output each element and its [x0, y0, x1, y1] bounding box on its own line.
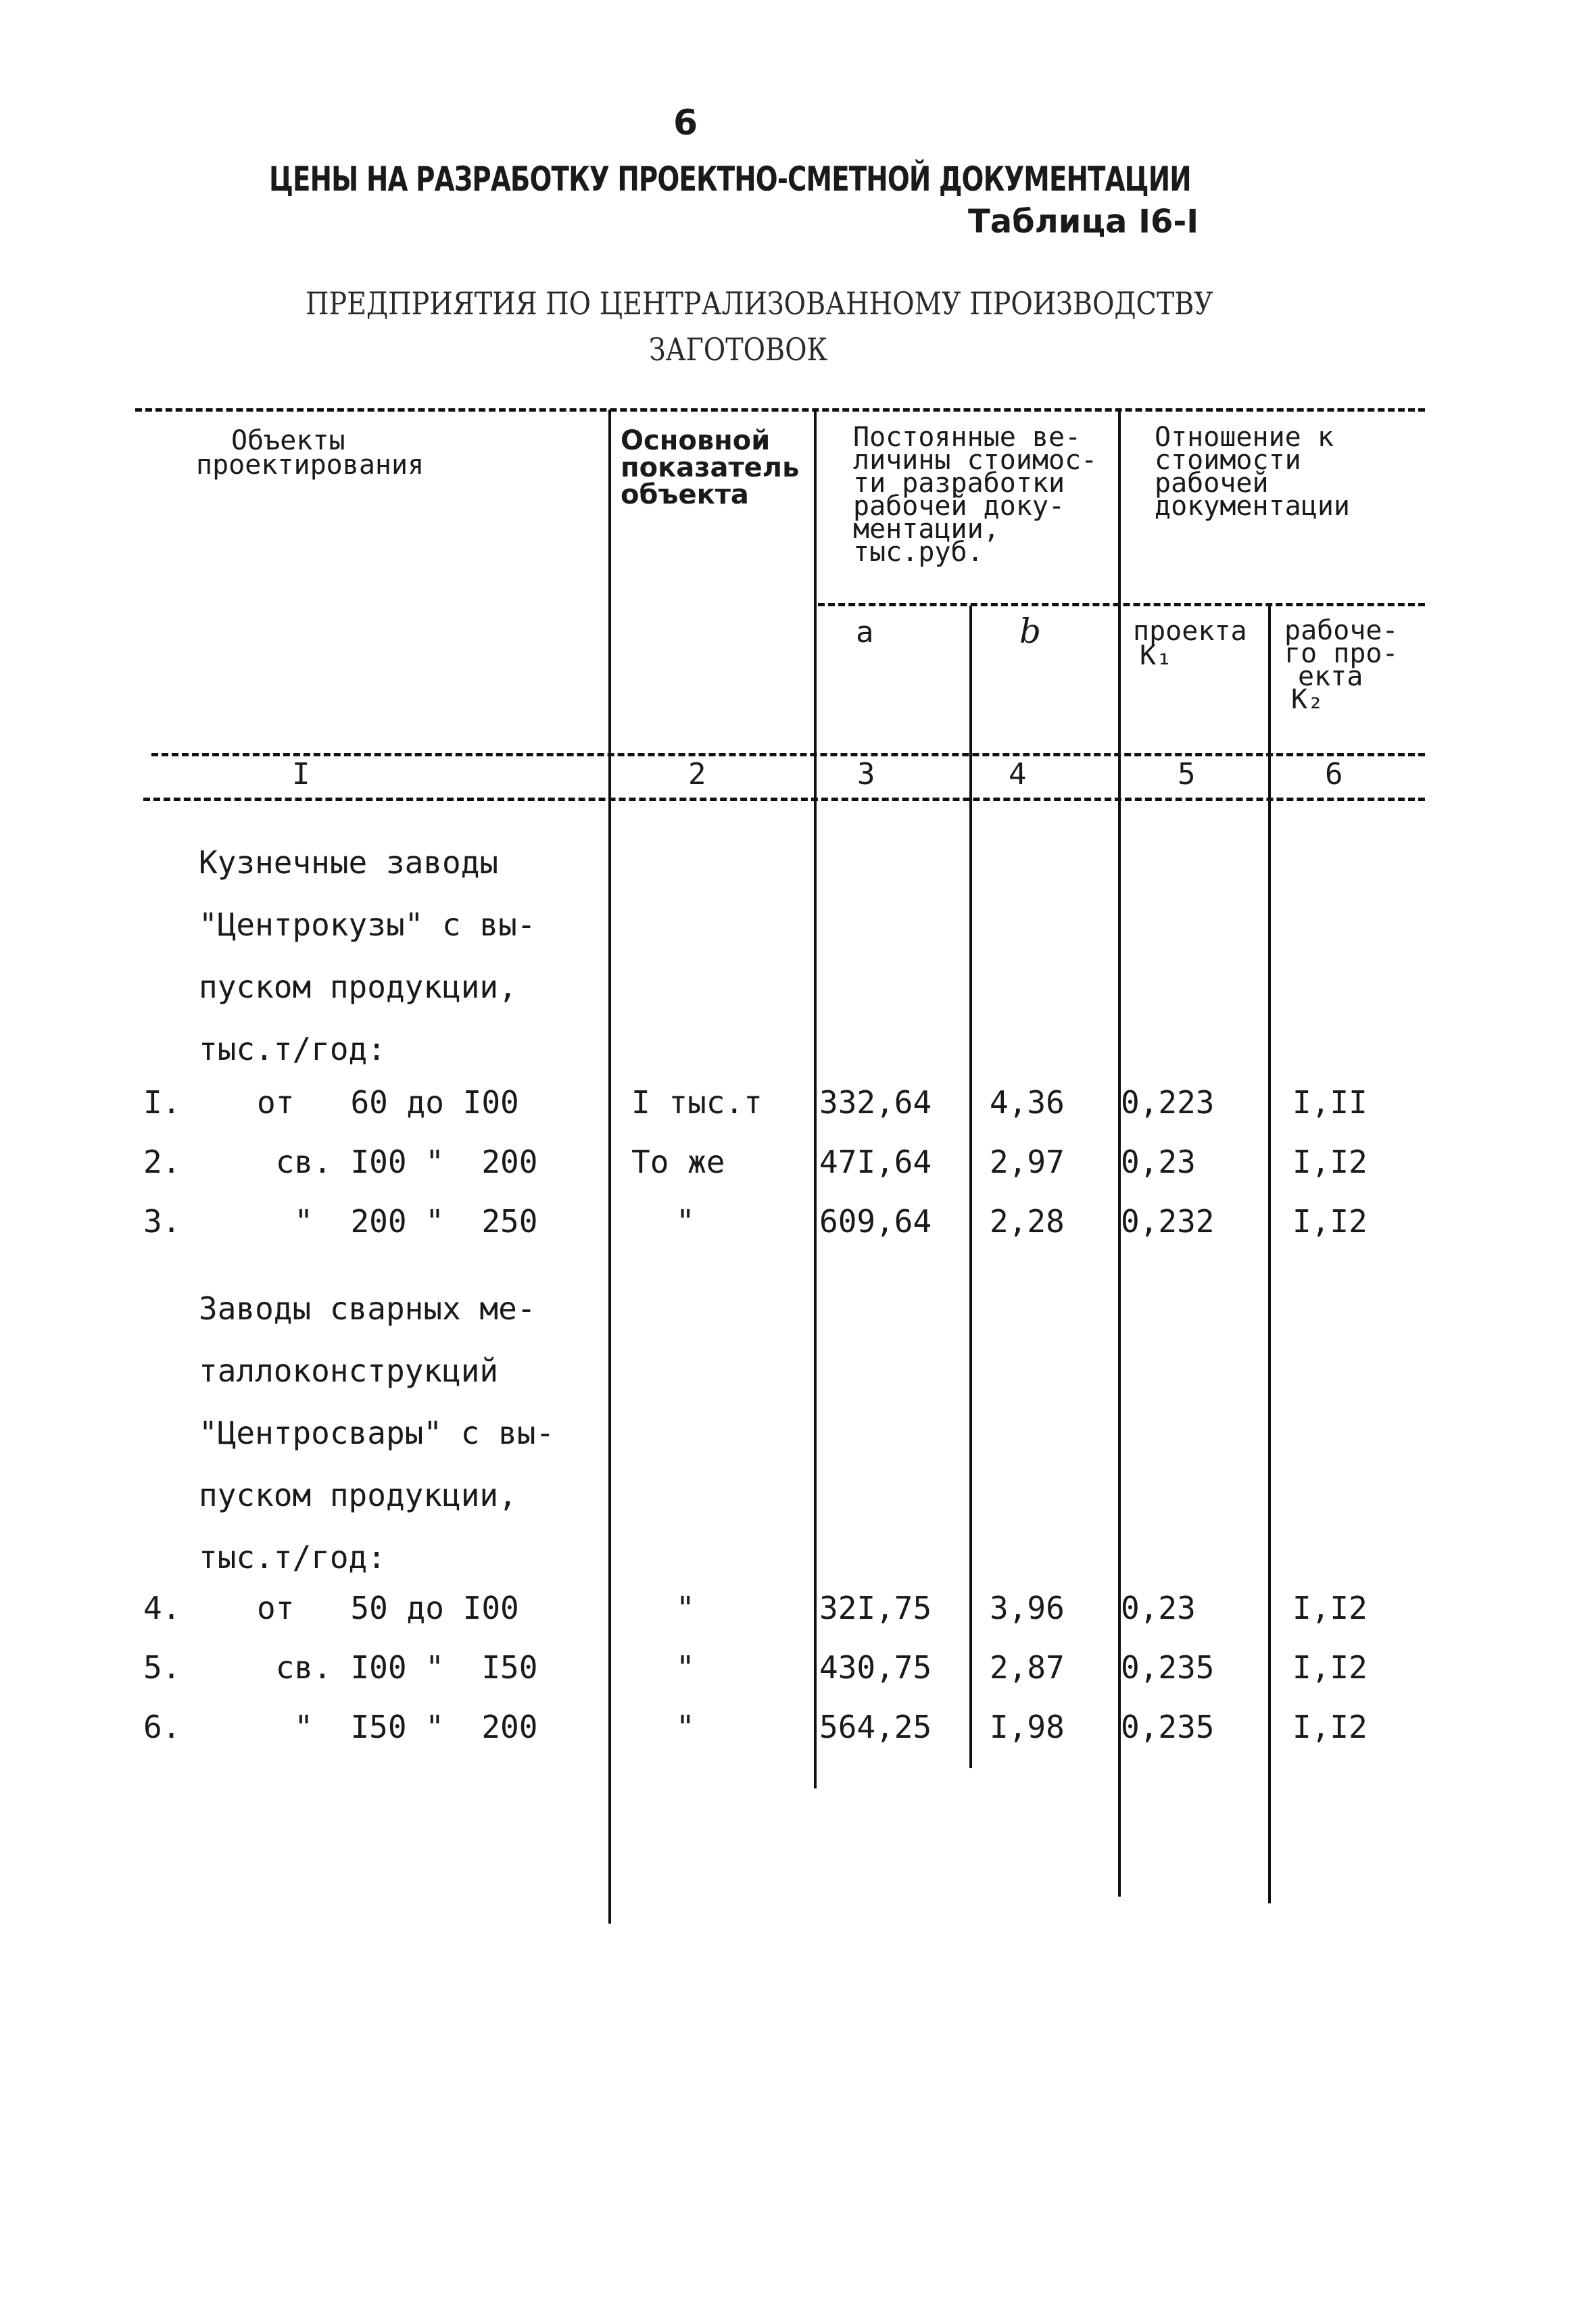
header-working-project-k2: рабоче- го про- екта K₂ [1284, 615, 1399, 715]
row-number: 5. [143, 1649, 181, 1686]
row-k2: I,I2 [1292, 1203, 1368, 1240]
document-title: ЦЕНЫ НА РАЗРАБОТКУ ПРОЕКТНО-СМЕТНОЙ ДОКУМЕНТАЦИИ [269, 160, 1191, 199]
column-divider-5 [1268, 606, 1271, 1903]
row-object: " I50 " 200 [257, 1709, 538, 1745]
row-k2: I,I2 [1292, 1709, 1368, 1745]
row-value-a: 47I,64 [819, 1144, 932, 1180]
row-k1: 0,235 [1121, 1709, 1215, 1745]
row-k2: I,I2 [1292, 1590, 1368, 1626]
row-indicator: I тыс.т [631, 1084, 763, 1121]
row-number: I. [143, 1084, 181, 1121]
row-indicator: " [676, 1203, 695, 1240]
column-number-4: 4 [1009, 757, 1027, 791]
column-divider-3 [969, 606, 972, 1768]
column-divider-1 [608, 410, 611, 1924]
header-col-b: b [1019, 612, 1042, 651]
row-value-a: 332,64 [819, 1084, 932, 1121]
header-col-a: a [856, 615, 874, 650]
row-value-b: 2,97 [990, 1144, 1065, 1180]
row-value-b: 2,87 [990, 1649, 1065, 1686]
row-number: 2. [143, 1144, 181, 1180]
row-value-a: 32I,75 [819, 1590, 932, 1626]
header-cost-ratio: Отношение к стоимости рабочей документации [1155, 422, 1350, 522]
row-number: 3. [143, 1203, 181, 1240]
header-bottom-rule [151, 753, 1425, 756]
table-subtitle: ПРЕДПРИЯТИЯ ПО ЦЕНТРАЛИЗОВАННОМУ ПРОИЗВОДСТВУ [306, 285, 1213, 322]
subheader-rule [818, 603, 1425, 606]
group-heading-welded-structures-plants: Заводы сварных ме- таллоконструкций "Центросвары" с вы- пуском продукции, тыс.т/год: [199, 1290, 555, 1576]
row-k1: 0,23 [1121, 1144, 1196, 1180]
row-object: " 200 " 250 [257, 1203, 538, 1240]
row-indicator: " [676, 1590, 695, 1626]
row-object: св. I00 " I50 [257, 1649, 538, 1686]
row-value-a: 430,75 [819, 1649, 932, 1686]
column-numbers-rule [143, 798, 1425, 801]
row-value-b: 2,28 [990, 1203, 1065, 1240]
row-k1: 0,235 [1121, 1649, 1215, 1686]
row-object: св. I00 " 200 [257, 1144, 538, 1180]
row-value-b: I,98 [990, 1709, 1065, 1745]
table-top-rule [135, 408, 1425, 412]
row-k1: 0,232 [1121, 1203, 1215, 1240]
column-number-1: I [292, 757, 310, 791]
row-value-b: 4,36 [990, 1084, 1065, 1121]
row-k2: I,I2 [1292, 1144, 1368, 1180]
header-constant-values: Постоянные ве- личины стоимос- ти разработки рабочей доку- ментации, тыс.руб. [853, 422, 1098, 568]
column-number-6: 6 [1325, 757, 1343, 791]
row-object: от 60 до I00 [257, 1084, 519, 1121]
row-value-a: 564,25 [819, 1709, 932, 1745]
row-number: 6. [143, 1709, 181, 1745]
header-objects: Объекты проектирования [196, 425, 425, 481]
row-indicator: " [676, 1649, 695, 1686]
header-main-indicator: Основной показатель объекта [621, 425, 800, 510]
column-number-3: 3 [857, 757, 875, 791]
row-number: 4. [143, 1590, 181, 1626]
row-object: от 50 до I00 [257, 1590, 519, 1626]
row-k1: 0,23 [1121, 1590, 1196, 1626]
page-number: 6 [673, 103, 698, 143]
row-value-a: 609,64 [819, 1203, 932, 1240]
table-subtitle-continued: ЗАГОТОВОК [649, 331, 828, 368]
row-indicator: " [676, 1709, 695, 1745]
row-k2: I,II [1292, 1084, 1368, 1121]
row-indicator: То же [631, 1144, 725, 1180]
column-divider-2 [814, 410, 817, 1788]
row-value-b: 3,96 [990, 1590, 1065, 1626]
column-number-2: 2 [688, 757, 706, 791]
column-number-5: 5 [1178, 757, 1196, 791]
group-heading-forging-plants: Кузнечные заводы "Центрокузы" с вы- пуском продукции, тыс.т/год: [199, 844, 536, 1067]
row-k2: I,I2 [1292, 1649, 1368, 1686]
row-k1: 0,223 [1121, 1084, 1215, 1121]
header-project-k1: проекта K₁ [1133, 616, 1247, 671]
table-label: Таблица I6-I [968, 203, 1199, 241]
